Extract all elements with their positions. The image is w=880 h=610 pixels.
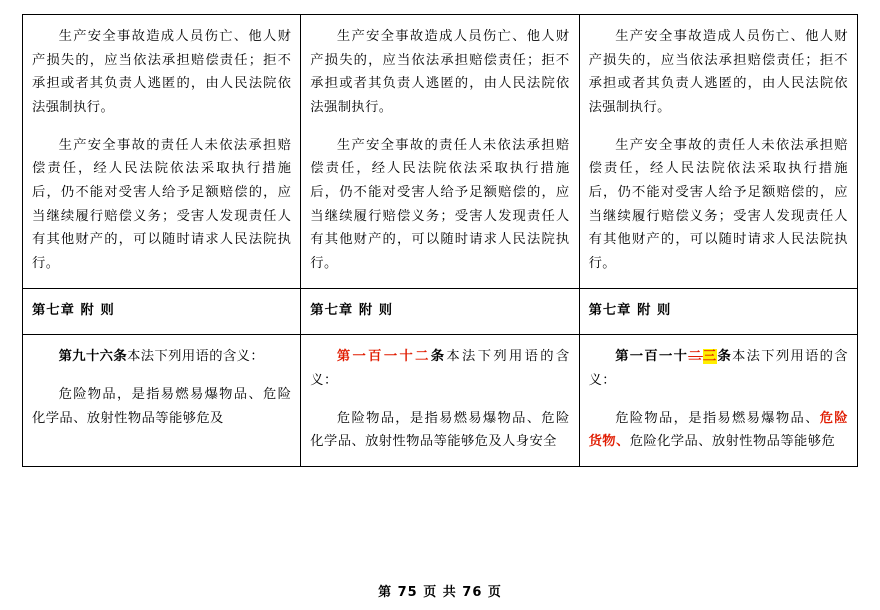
page-footer — [0, 581, 880, 600]
definition-rest: 危险化学品、放射性物品等能够危及 — [32, 386, 292, 426]
column-b-body — [301, 15, 579, 289]
paragraph: 生产安全事故造成人员伤亡、他人财产损失的，应当依法承担赔偿责任；拒不承担或者其负责人逃匿的，由人民法院依法强制执行。 — [310, 29, 570, 115]
article-number-deleted: 二 — [688, 349, 703, 365]
article-text: 本法下列用语的含义： — [310, 349, 570, 388]
article-number-highlighted: 三 — [702, 349, 718, 365]
definition-paragraph — [32, 383, 291, 430]
article-number-suffix: 条 — [430, 349, 447, 365]
definition-rest: 危险化学品、放射性物品等能够危 — [629, 434, 836, 450]
column-a-article — [23, 335, 301, 467]
definition-prefix: 危险物品，是指易燃易爆物品、危险 — [336, 410, 570, 426]
definition-inserted: 危险货物、 — [588, 410, 848, 450]
definition-paragraph — [589, 407, 848, 454]
column-a-body — [23, 15, 301, 289]
column-c-article — [579, 335, 857, 467]
column-c-body — [579, 15, 857, 289]
column-c-chapter — [579, 288, 857, 335]
article-number-prefix: 第一百一十 — [615, 349, 689, 365]
chapter-title: 第七章 附 则 — [310, 302, 394, 318]
page-number-label: 第 75 页 共 76 页 — [378, 585, 502, 600]
table-row-chapter-heading — [23, 288, 858, 335]
article-paragraph — [310, 345, 569, 392]
definition-rest: 化学品、放射性物品等能够危及人身安全 — [310, 434, 557, 450]
column-b-article — [301, 335, 579, 467]
paragraph: 生产安全事故的责任人未依法承担赔偿责任，经人民法院依法采取执行措施后，仍不能对受害人给予足额赔偿的，应当继续履行赔偿义务；受害人发现责任人有其他财产的，可以随时请求人民法院执行。 — [310, 137, 570, 271]
article-number: 第九十六条 — [58, 349, 128, 365]
definition-prefix: 危险物品，是指易燃易爆物品、 — [58, 386, 263, 402]
column-a-chapter — [23, 288, 301, 335]
article-paragraph — [32, 345, 291, 369]
paragraph: 生产安全事故的责任人未依法承担赔偿责任，经人民法院依法采取执行措施后，仍不能对受害人给予足额赔偿的，应当继续履行赔偿义务；受害人发现责任人有其他财产的，可以随时请求人民法院执行。 — [588, 137, 848, 271]
column-b-chapter — [301, 288, 579, 335]
article-paragraph — [589, 345, 848, 392]
table-row-article-definitions — [23, 335, 858, 467]
paragraph: 生产安全事故的责任人未依法承担赔偿责任，经人民法院依法采取执行措施后，仍不能对受害人给予足额赔偿的，应当继续履行赔偿义务；受害人发现责任人有其他财产的，可以随时请求人民法院执行。 — [32, 137, 292, 271]
article-text: 本法下列用语的含义： — [127, 349, 265, 365]
paragraph: 生产安全事故造成人员伤亡、他人财产损失的，应当依法承担赔偿责任；拒不承担或者其负责人逃匿的，由人民法院依法强制执行。 — [32, 29, 292, 115]
comparison-table — [22, 14, 858, 467]
paragraph: 生产安全事故造成人员伤亡、他人财产损失的，应当依法承担赔偿责任；拒不承担或者其负责人逃匿的，由人民法院依法强制执行。 — [588, 29, 848, 115]
article-number-suffix: 条 — [717, 349, 733, 365]
definition-paragraph — [310, 407, 569, 454]
chapter-title: 第七章 附 则 — [588, 302, 672, 318]
article-number-changed: 第一百一十二 — [336, 349, 431, 365]
article-text: 本法下列用语的含义： — [588, 349, 848, 388]
chapter-title: 第七章 附 则 — [32, 302, 115, 318]
definition-prefix: 危险物品，是指易燃易爆物品、 — [615, 410, 820, 426]
table-row-body-text — [23, 15, 858, 289]
